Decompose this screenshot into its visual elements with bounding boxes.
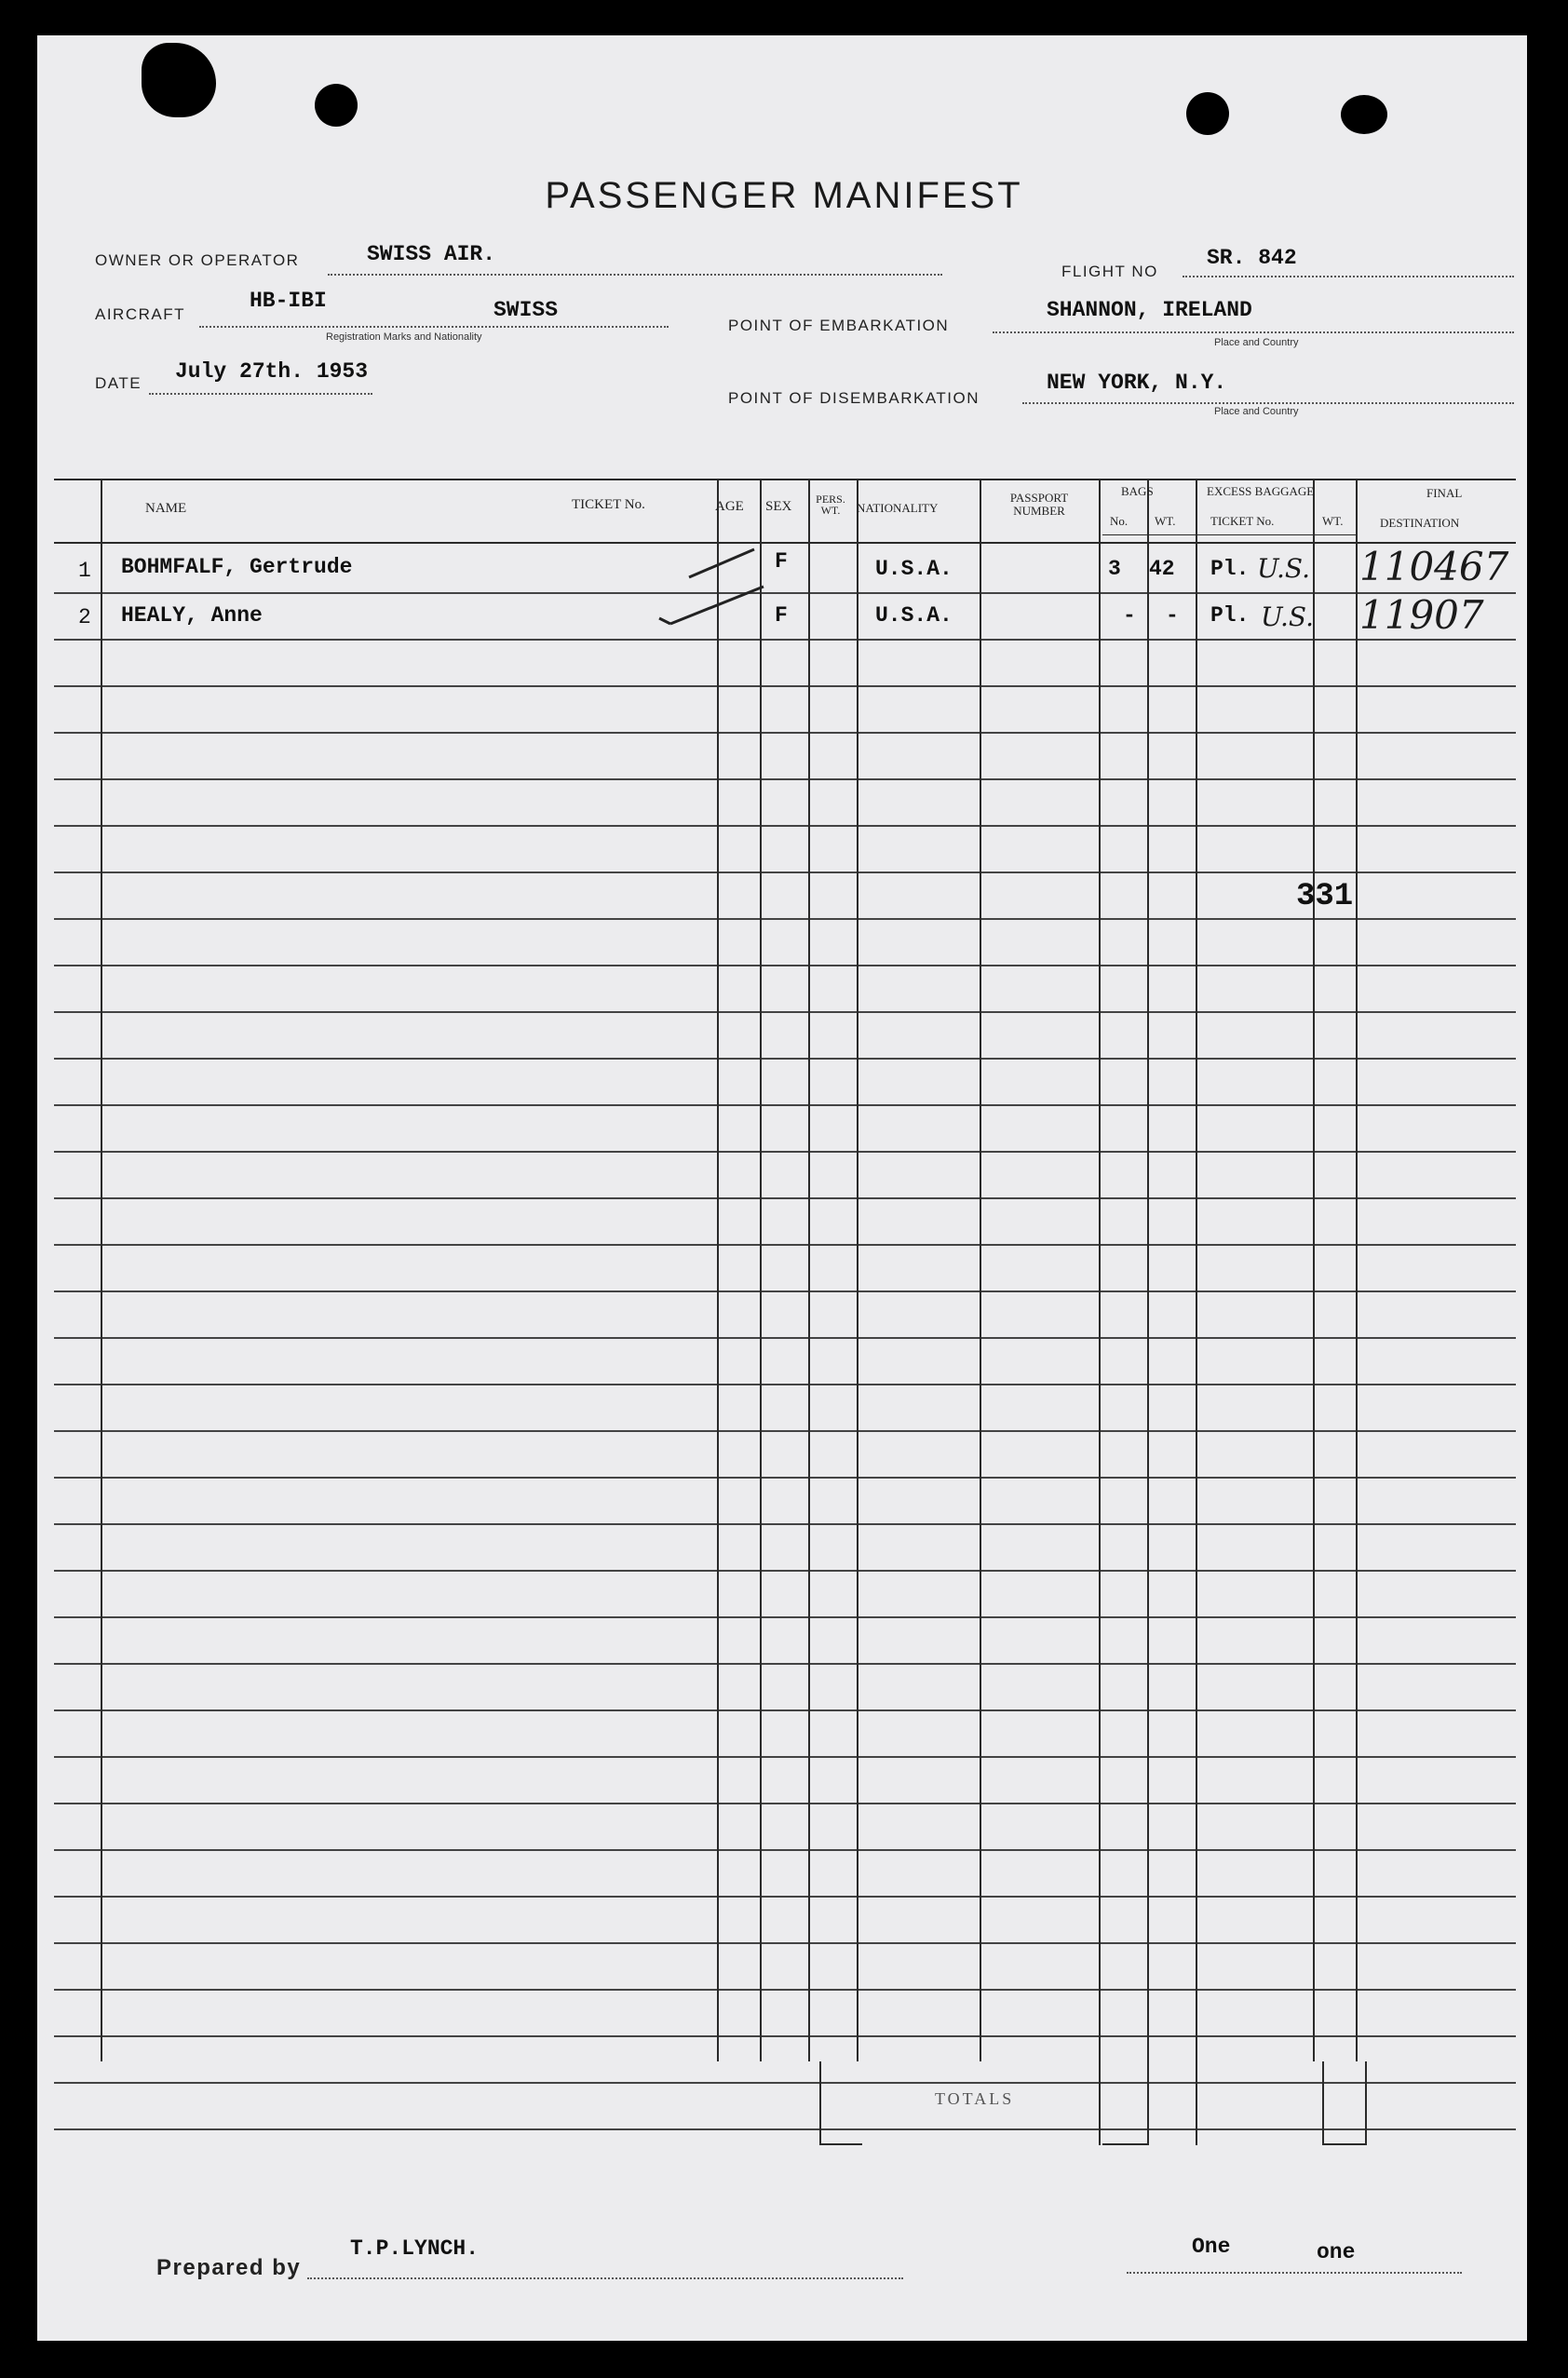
col-header-bags-wt: WT. (1155, 514, 1176, 528)
col-header-excess-ticket: TICKET No. (1210, 514, 1275, 528)
check-marks (652, 540, 773, 633)
table-column-line (1196, 479, 1197, 2061)
totals-column-line (1365, 2061, 1367, 2145)
disembark-caption: Place and Country (1214, 406, 1299, 417)
date-value: July 27th. 1953 (175, 359, 369, 384)
disembark-line (1022, 402, 1514, 404)
col-header-bags-no: No. (1110, 514, 1129, 528)
table-row-line (54, 732, 1516, 734)
flight-line (1183, 276, 1514, 277)
row-2-nationality: U.S.A. (875, 603, 953, 628)
disembark-label: POINT OF DISEMBARKATION (728, 389, 980, 407)
table-row-line (54, 639, 1516, 641)
table-row-line (54, 1756, 1516, 1758)
row-1-final-destination: 110467 (1359, 544, 1509, 589)
owner-value: SWISS AIR. (367, 242, 496, 266)
col-header-excess: EXCESS BAGGAGE (1207, 484, 1315, 498)
table-row-line (54, 778, 1516, 780)
aircraft-label: AIRCRAFT (95, 305, 185, 323)
row-2-excess-ticket: Pl. (1210, 603, 1250, 628)
table-row-line (54, 871, 1516, 873)
prepared-value: T.P.LYNCH. (350, 2236, 480, 2261)
table-row-line (54, 825, 1516, 827)
table-column-line (101, 479, 102, 2061)
row-2-excess-handwritten: U.S. (1261, 601, 1315, 632)
flight-label: FLIGHT NO (1061, 263, 1158, 280)
table-row-line (54, 1709, 1516, 1711)
table-column-line (808, 479, 810, 2061)
table-row-line (54, 2128, 1516, 2130)
col-header-excess-wt: WT. (1322, 514, 1344, 528)
table-column-line (980, 479, 981, 2061)
aircraft-caption: Registration Marks and Nationality (326, 331, 482, 343)
stamp-number: 331 (1296, 879, 1354, 914)
totals-label: TOTALS (935, 2089, 1015, 2108)
row-1-bags-wt: 42 (1149, 557, 1175, 581)
totals-box-bottom (1322, 2143, 1367, 2145)
table-row-line (54, 1849, 1516, 1851)
row-2-bags-wt: - (1166, 603, 1179, 628)
table-column-line (1313, 479, 1315, 2061)
row-1-sex: F (775, 549, 788, 574)
owner-line (328, 274, 942, 276)
table-row-line (54, 1011, 1516, 1013)
row-2-name: HEALY, Anne (121, 603, 263, 628)
table-row-line (54, 1290, 1516, 1292)
table-row-line (54, 2082, 1516, 2084)
table-row-line (54, 1989, 1516, 1991)
totals-box-bottom (819, 2143, 862, 2145)
col-header-destination: DESTINATION (1380, 516, 1460, 530)
row-2-sex: F (775, 603, 788, 628)
row-1-bags-no: 3 (1108, 557, 1121, 581)
footer-right-text-1: One (1192, 2235, 1231, 2259)
col-header-name: NAME (145, 501, 187, 516)
table-row-line (54, 1104, 1516, 1106)
table-header-rule (54, 542, 1516, 544)
bags-subheader-rule (1102, 534, 1196, 535)
row-1-number: 1 (78, 559, 91, 583)
row-1-nationality: U.S.A. (875, 557, 953, 581)
table-row-line (54, 1430, 1516, 1432)
col-header-sex: SEX (765, 499, 792, 514)
punch-hole-far-right (1341, 95, 1387, 134)
flight-value: SR. 842 (1207, 246, 1297, 270)
table-column-line (1099, 479, 1101, 2061)
table-row-line (54, 1244, 1516, 1246)
embark-value: SHANNON, IRELAND (1047, 298, 1252, 322)
col-header-bags: BAGS (1121, 484, 1154, 498)
col-header-pers-wt: PERS. WT. (816, 493, 845, 517)
disembark-value: NEW YORK, N.Y. (1047, 371, 1227, 395)
totals-box-bottom (1102, 2143, 1149, 2145)
row-1-excess-handwritten: U.S. (1257, 553, 1311, 584)
table-row-line (54, 1523, 1516, 1525)
prepared-label: Prepared by (156, 2255, 302, 2280)
punch-hole-right (1186, 92, 1229, 135)
row-1-excess-ticket: Pl. (1210, 557, 1250, 581)
totals-column-line (819, 2061, 821, 2145)
table-row-line (54, 1570, 1516, 1572)
table-column-line (760, 479, 762, 2061)
totals-column-line (1322, 2061, 1324, 2145)
date-line (149, 393, 372, 395)
row-2-bags-no: - (1123, 603, 1136, 628)
totals-column-line (1099, 2061, 1101, 2145)
row-2-final-destination: 11907 (1359, 592, 1484, 638)
table-column-line (1356, 479, 1358, 2061)
table-row-line (54, 1663, 1516, 1665)
table-row-line (54, 965, 1516, 966)
table-row-line (54, 2035, 1516, 2037)
row-2-number: 2 (78, 605, 91, 629)
totals-column-line (1196, 2061, 1197, 2145)
col-header-age: AGE (715, 499, 744, 514)
table-top-rule (54, 479, 1516, 480)
table-row-line (54, 685, 1516, 687)
owner-label: OWNER OR OPERATOR (95, 251, 300, 269)
row-1-name: BOHMFALF, Gertrude (121, 555, 353, 579)
table-row-line (54, 1616, 1516, 1618)
table-column-line (1147, 479, 1149, 2061)
col-header-nationality: NATIONALITY (857, 501, 939, 515)
aircraft-line (199, 326, 669, 328)
table-column-line (717, 479, 719, 2061)
table-row-line (54, 1477, 1516, 1479)
excess-subheader-rule (1196, 534, 1356, 535)
aircraft-registration: HB-IBI (250, 289, 327, 313)
table-column-line (857, 479, 858, 2061)
table-row-line (54, 1942, 1516, 1944)
table-row-line (54, 1896, 1516, 1898)
date-label: DATE (95, 374, 142, 392)
col-header-final: FINAL (1426, 486, 1463, 500)
footer-right-text-2: one (1317, 2240, 1356, 2264)
totals-column-line (1147, 2061, 1149, 2145)
page-title: PASSENGER MANIFEST (545, 175, 1023, 216)
punch-hole-left (315, 84, 358, 127)
table-row-line (54, 918, 1516, 920)
table-row-line (54, 592, 1516, 594)
table-row-line (54, 1337, 1516, 1339)
embark-caption: Place and Country (1214, 337, 1299, 348)
prepared-line (307, 2277, 903, 2279)
table-row-line (54, 1197, 1516, 1199)
col-header-passport: PASSPORT NUMBER (1009, 491, 1069, 518)
table-row-line (54, 1384, 1516, 1385)
table-row-line (54, 1058, 1516, 1060)
embark-line (993, 331, 1514, 333)
col-header-ticket: TICKET No. (572, 497, 645, 512)
aircraft-nationality: SWISS (493, 298, 559, 322)
table-row-line (54, 1803, 1516, 1804)
footer-right-line (1127, 2272, 1462, 2274)
table-row-line (54, 1151, 1516, 1153)
embark-label: POINT OF EMBARKATION (728, 317, 950, 334)
